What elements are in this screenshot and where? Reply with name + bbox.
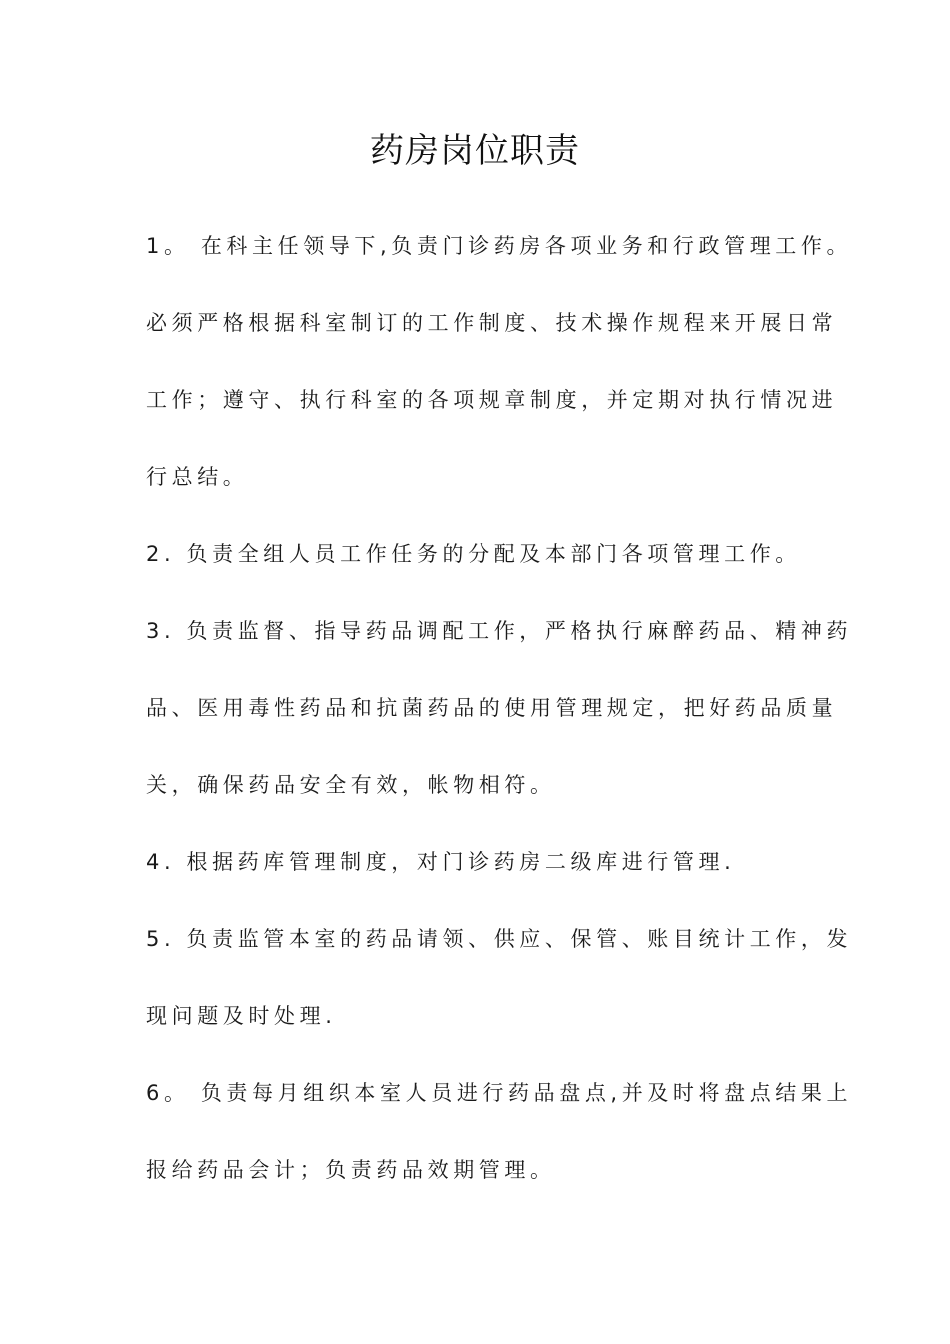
paragraph-line: 报给药品会计；负责药品效期管理。 <box>146 1158 556 1182</box>
paragraph-line: 必须严格根据科室制订的工作制度、技术操作规程来开展日常 <box>146 311 838 335</box>
paragraph-line: 1。 在科主任领导下,负责门诊药房各项业务和行政管理工作。 <box>146 234 853 258</box>
paragraph-6 <box>146 1055 853 1209</box>
paragraph-5 <box>146 901 853 1055</box>
document-body <box>146 208 853 1209</box>
paragraph-line: 2. 负责全组人员工作任务的分配及本部门各项管理工作。 <box>146 542 801 566</box>
paragraph-line: 工作；遵守、执行科室的各项规章制度，并定期对执行情况进 <box>146 388 838 412</box>
paragraph-line: 行总结。 <box>146 465 249 489</box>
paragraph-line: 关，确保药品安全有效，帐物相符。 <box>146 773 556 797</box>
paragraph-2 <box>146 516 811 593</box>
paragraph-line: 5. 负责监管本室的药品请领、供应、保管、账目统计工作，发 <box>146 927 853 951</box>
paragraph-line: 3. 负责监督、指导药品调配工作，严格执行麻醉药品、精神药 <box>146 619 853 643</box>
paragraph-line: 品、医用毒性药品和抗菌药品的使用管理规定，把好药品质量 <box>146 696 838 720</box>
paragraph-line: 现问题及时处理. <box>146 1004 337 1028</box>
paragraph-line: 6。 负责每月组织本室人员进行药品盘点,并及时将盘点结果上 <box>146 1081 853 1105</box>
paragraph-line: 4. 根据药库管理制度，对门诊药房二级库进行管理. <box>146 850 736 874</box>
page-title: 药房岗位职责 <box>370 131 580 171</box>
paragraph-4 <box>146 824 811 901</box>
paragraph-3 <box>146 593 853 824</box>
paragraph-1 <box>146 208 853 516</box>
